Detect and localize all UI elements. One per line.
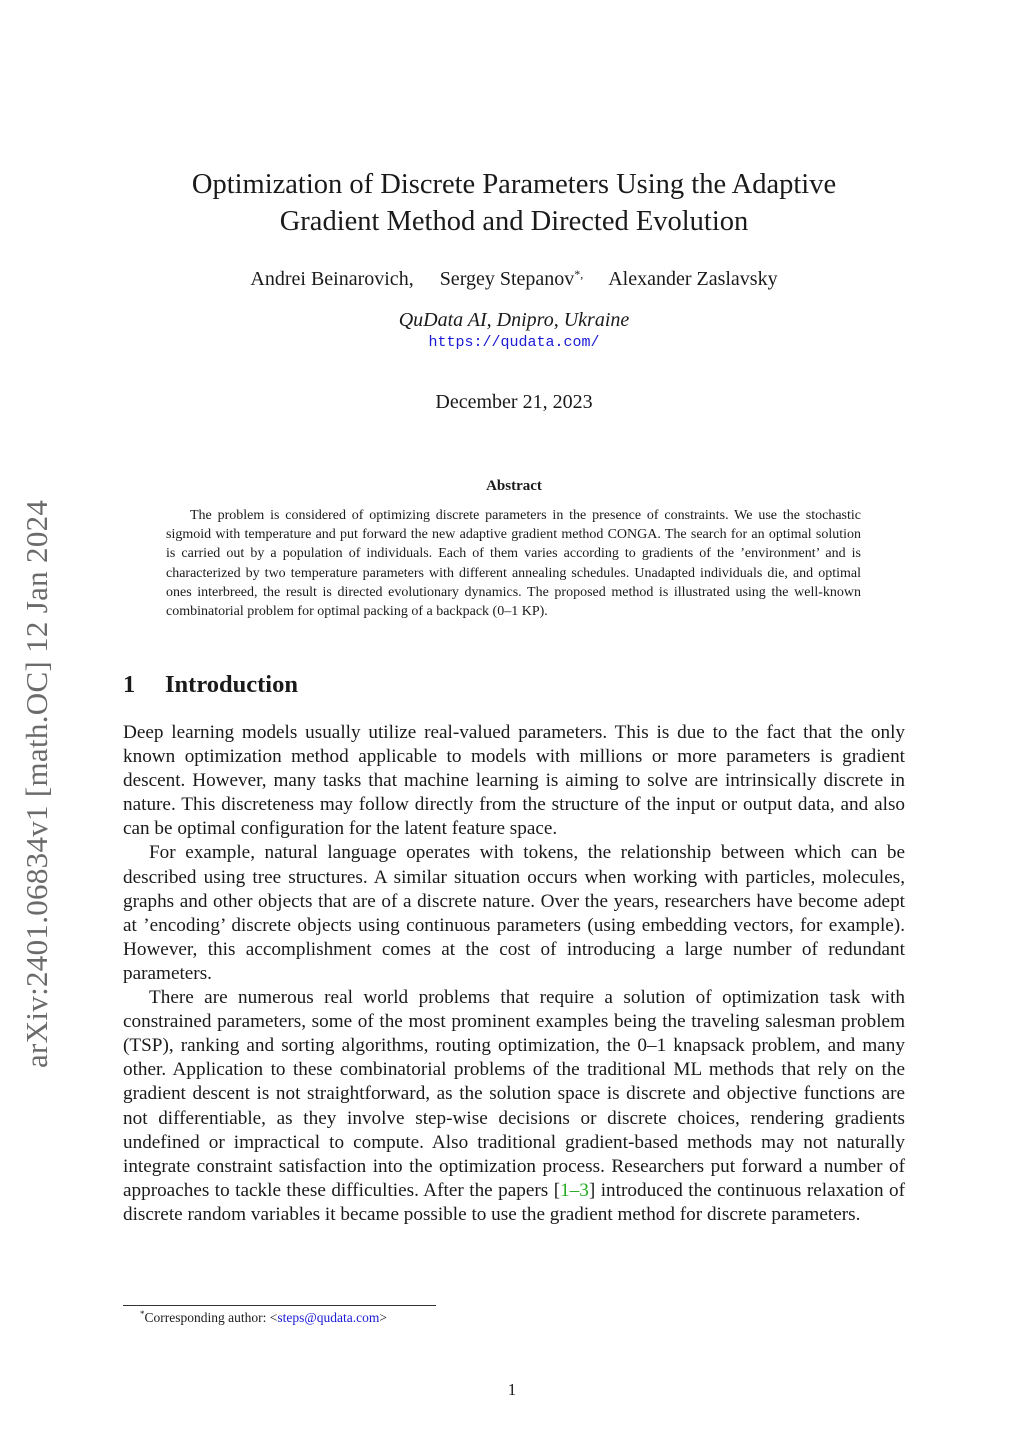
footnote-bracket: < [269,1310,278,1325]
corresponding-author-marker: *, [574,267,584,281]
author-name: Sergey Stepanov [439,268,575,290]
citation-link[interactable]: 1–3 [560,1179,589,1201]
section-title: Introduction [165,671,298,698]
footnote-marker: * [140,1309,145,1319]
section-heading [123,671,298,699]
paper-title [120,166,908,240]
footnote [140,1309,387,1326]
author-list [120,267,908,291]
title-line-2: Gradient Method and Directed Evolution [279,206,749,237]
abstract-heading: Abstract [486,478,542,494]
paragraph-text: ] introduced the continuous relaxation of discrete random variables it became possible to use the gradient method for discrete parameters. [123,1179,905,1225]
footnote-label: Corresponding author: [144,1310,270,1325]
title-line-1: Optimization of Discrete Parameters Using the Adaptive [191,169,837,200]
footnote-divider [123,1305,436,1306]
author-separator: , [408,268,414,290]
abstract-text: The problem is considered of optimizing discrete parameters in the presence of constraints. We use the stochastic sigmoid with temperature and put forward the new adaptive gradient method CONGA. The search for an optimal solution is carried out by a population of individuals. Each of them varies according to gradients of the ’environment’ and is characterized by two temperature parameters with different annealing schedules. Unadapted individuals die, and optimal ones interbreed, the result is directed evolutionary dynamics. The proposed method is illustrated using the well-known combinatorial problem for optimal packing of a backpack (0–1 KP). [166,508,861,620]
body-paragraph [123,986,905,1227]
page-number: 1 [507,1380,517,1399]
affiliation-url-link[interactable]: https://qudata.com/ [428,334,600,351]
author-name: Andrei Beinarovich [250,268,409,290]
footnote-bracket: > [379,1310,388,1325]
section-body [123,721,905,1227]
body-paragraph: For example, natural language operates with tokens, the relationship between which can be described using tree structures. A similar situation occurs when working with particles, molecules, graphs and other objects that are of a discrete nature. Over the years, researchers have become adept at ’encoding’ discrete objects using continuous parameters (using embedding vectors, for example). However, this accomplishment comes at the cost of introducing a large number of redundant parameters. [123,842,905,984]
paragraph-text: There are numerous real world problems that require a solution of optimization task with constrained parameters, some of the most prominent examples being the traveling salesman problem (TSP), ranking and sorting algorithms, routing optimization, the 0–1 knapsack problem, and many other. Application to these combinatorial problems of the traditional ML methods that rely on the gradient descent is not straightforward, as the solution space is discrete and objective functions are not differentiable, as they involve step-wise decisions or discrete choices, rendering gradients undefined or impractical to compute. Also traditional gradient-based methods may not naturally integrate constraint satisfaction into the optimization process. Researchers put forward a number of approaches to tackle these difficulties. After the papers [ [123,987,905,1201]
body-paragraph: Deep learning models usually utilize real-valued parameters. This is due to the fact that the only known optimization method applicable to models with millions or more parameters is gradient descent. However, many tasks that machine learning is aiming to solve are intrinsically discrete in nature. This discreteness may follow directly from the structure of the input or output data, and also can be optimal configuration for the latent feature space. [123,722,905,840]
section-number: 1 [123,671,136,698]
author-name: Alexander Zaslavsky [608,268,778,290]
email-link[interactable]: steps@qudata.com [277,1310,380,1325]
affiliation: QuData AI, Dnipro, Ukraine [398,309,630,331]
arxiv-identifier: arXiv:2401.06834v1 [math.OC] 12 Jan 2024 [19,499,54,1068]
publication-date: December 21, 2023 [435,391,593,413]
